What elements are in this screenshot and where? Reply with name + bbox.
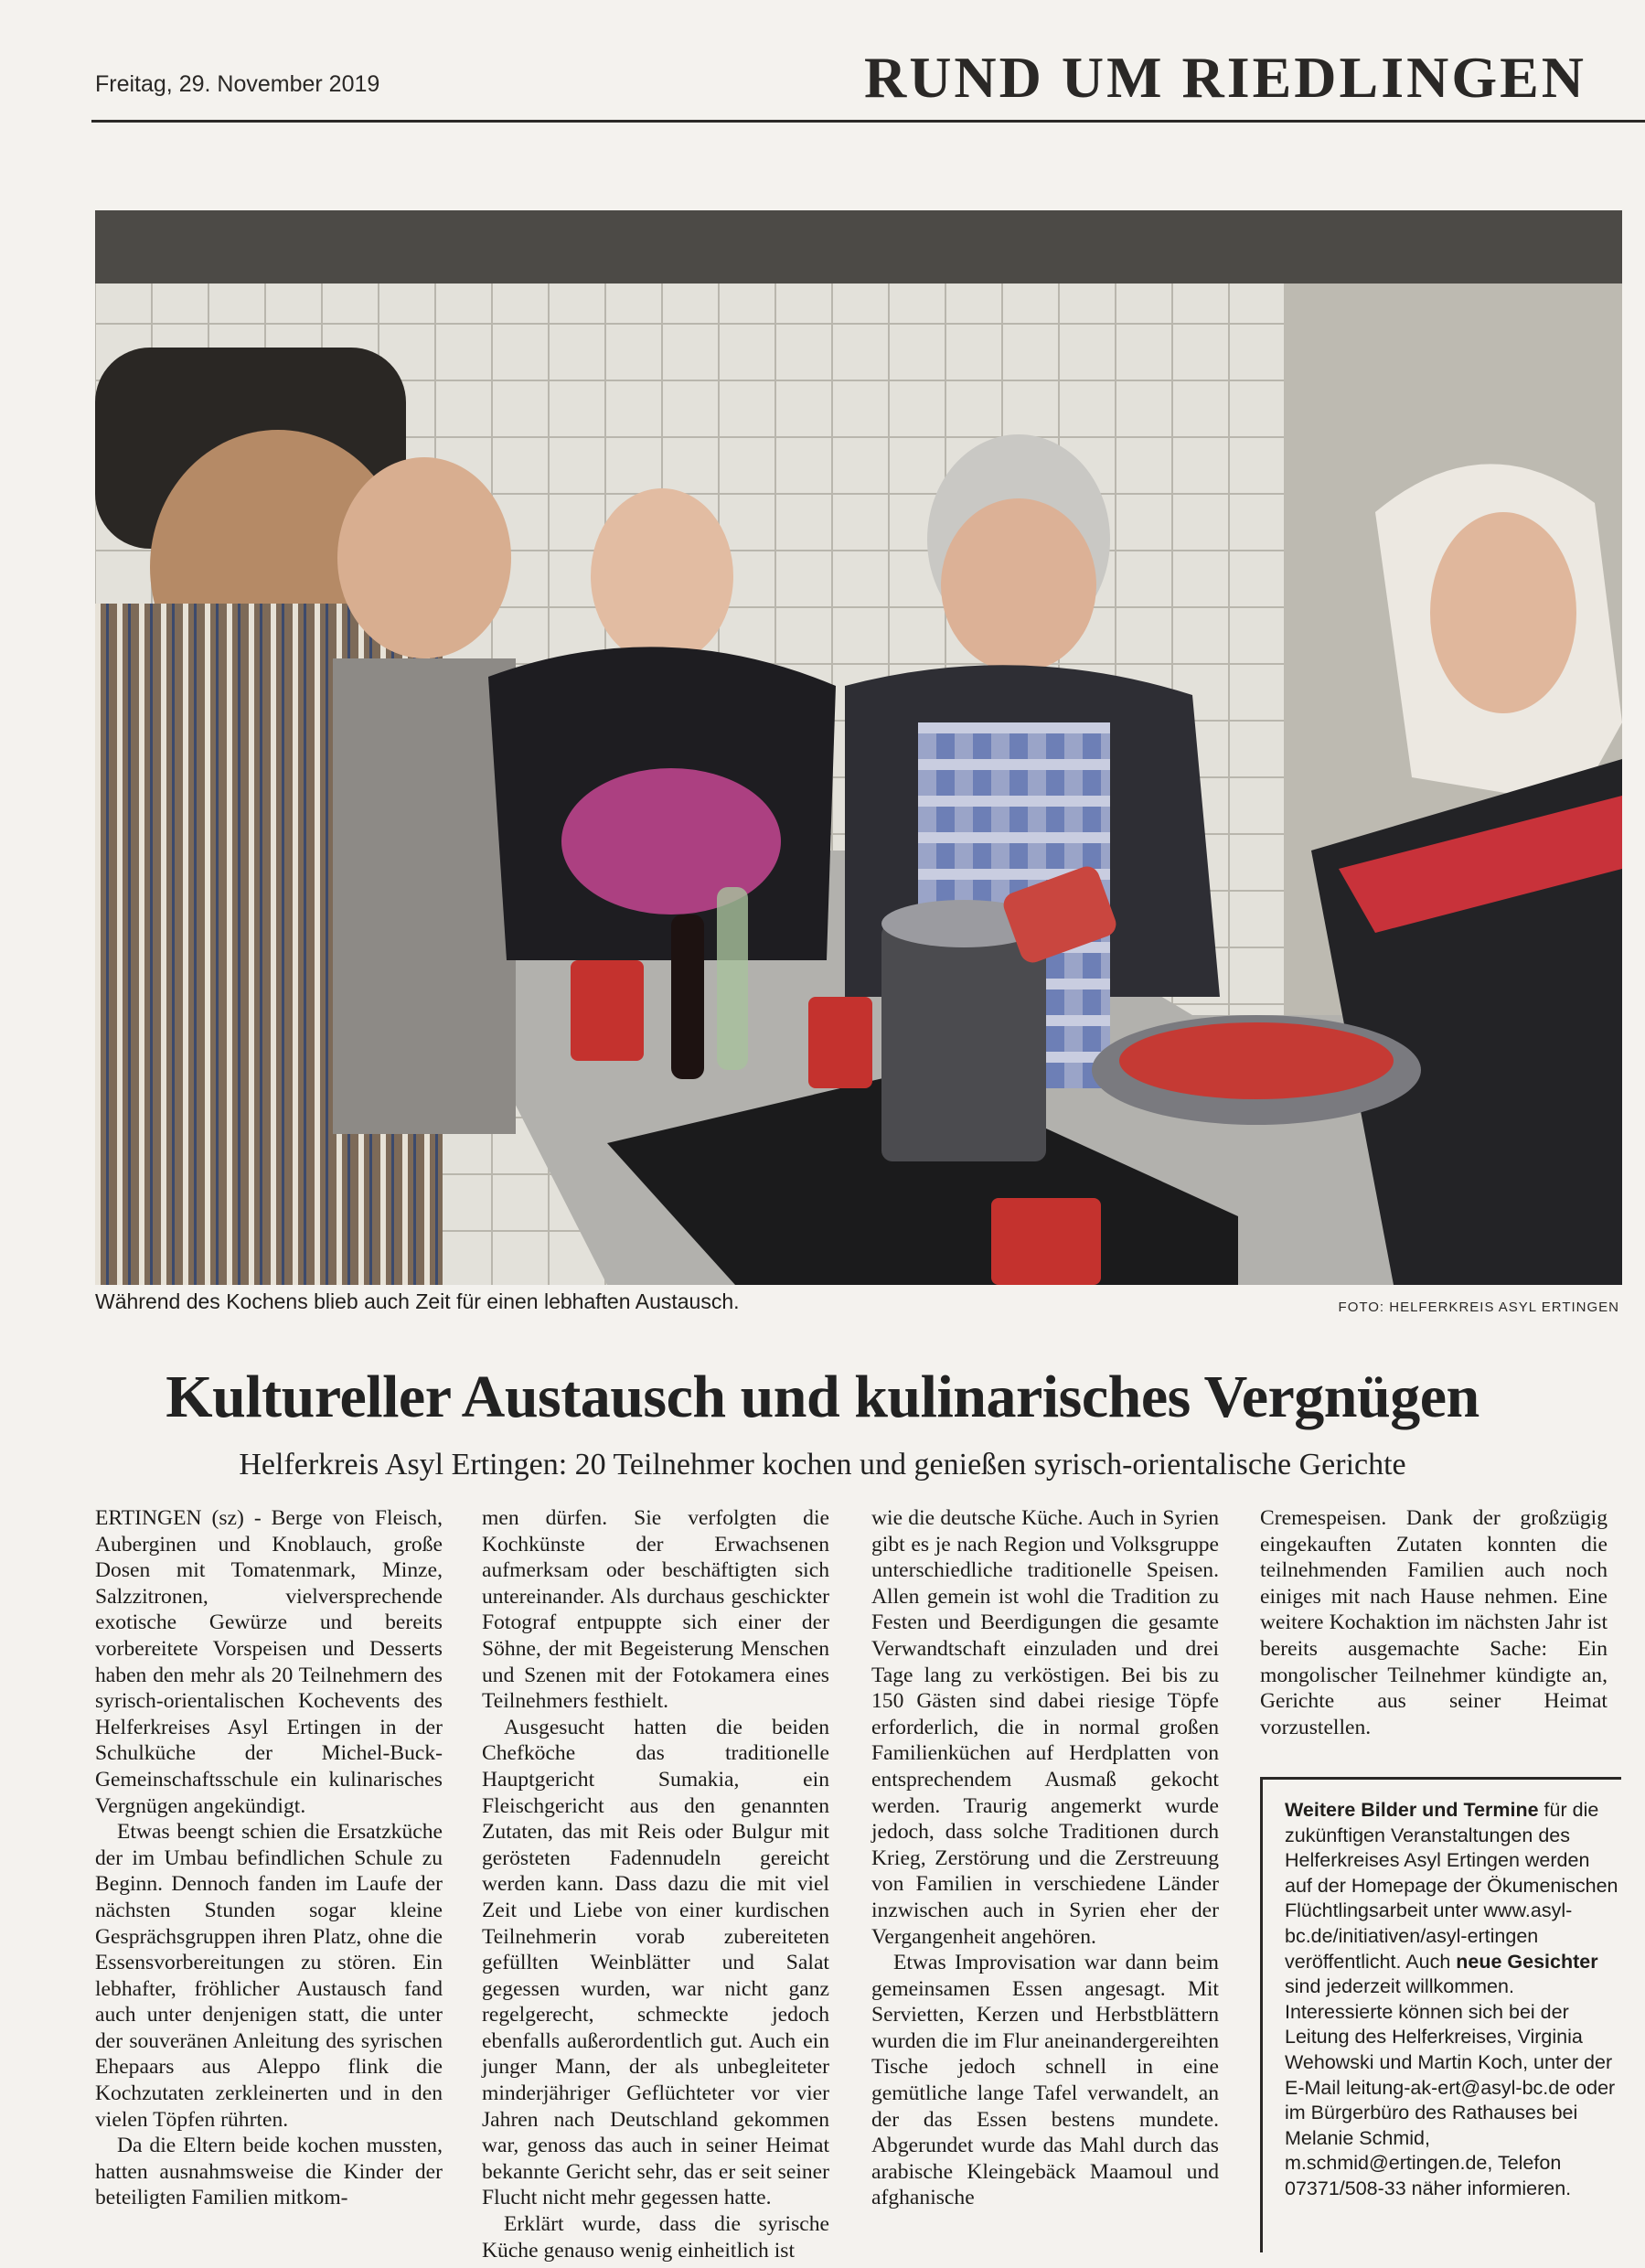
article-paragraph: wie die deutsche Küche. Auch in Syrien gibt es je nach Region und Volksgruppe unterschiedliche traditionelle Speisen. Allen gemein ist wohl die Tradition zu Festen und Beerdigungen die gesamte Verwandtschaft einzuladen und drei Tage lang zu verköstigen. Bei bis zu 150 Gästen sind dabei riesige Töpfe erforderlich, die in normal großen Familienküchen auf Herdplatten von entsprechendem Ausmaß gekocht werden. Traurig angemerkt wurde jedoch, dass solche Traditionen durch Krieg, Zerstörung und die Zerstreuung von Familien in verschiedene Länder inzwischen auch in Syrien eher der Vergangenheit angehören.	[871, 1506, 1219, 1949]
article-paragraph: ERTINGEN (sz) - Berge von Fleisch, Auberginen und Knoblauch, große Dosen mit Tomatenmark, Minze, Salzzitronen, vielversprechende exotische Gewürze und bereits vorbereitete Vorspeisen und Desserts haben den mehr als 20 Teilnehmern des syrisch-orientalischen Kochevents des Helferkreises Asyl Ertingen in der Schulküche der Michel-Buck-Gemeinschaftsschule ein kulinarisches Vergnügen angekündigt.	[95, 1506, 443, 1818]
article-paragraph: Etwas Improvisation war dann beim gemeinsamen Essen angesagt. Mit Servietten, Kerzen und Herbstblättern wurden die im Flur aneinandergereihten Tische jedoch schnell in eine gemütliche lange Tafel verwandelt, an der das Essen bestens mundete. Abgerundet wurde das Mahl durch das arabische Kleingebäck Maamoul und afghanische	[871, 1951, 1219, 2210]
article-column-1	[95, 1505, 443, 2211]
kitchen-photo-illustration	[95, 210, 1622, 1285]
info-box-text: sind jederzeit willkommen. Interessierte können sich bei der Leitung des Helferkreises, Virginia Wehowski und Martin Koch, unter der E-Mail leitung-ak-ert@asyl-bc.de oder im Bürgerbüro des Rathauses bei Melanie Schmid, m.schmid@ertingen.de, Telefon 07371/508-33 näher informieren.	[1285, 1975, 1616, 2199]
article-paragraph: Da die Eltern beide kochen mussten, hatten ausnahmsweise die Kinder der beteiligten Familien mitkom-	[95, 2134, 443, 2210]
issue-date: Freitag, 29. November 2019	[95, 71, 380, 97]
article-paragraph: Erklärt wurde, dass die syrische Küche genauso wenig einheitlich ist	[482, 2212, 829, 2263]
article-paragraph: men dürfen. Sie verfolgten die Kochkünste der Erwachsenen aufmerksam oder beschäftigten sich untereinander. Als durchaus geschickter Fotograf entpuppte sich einer der Söhne, der mit Begeisterung Menschen und Szenen mit der Fotokamera eines Teilnehmers festhielt.	[482, 1506, 829, 1714]
article-paragraph: Etwas beengt schien die Ersatzküche der im Umbau befindlichen Schule zu Beginn. Dennoch fanden im Laufe der nächsten Stunden sogar kleine Gesprächsgruppen ihren Platz, ohne die Essensvorbereitungen zu stören. Ein lebhafter, fröhlicher Austausch fand auch unter denjenigen statt, die unter der souveränen Anleitung des syrischen Ehepaars aus Aleppo flink die Kochzutaten zerkleinerten und in den vielen Töpfen rührten.	[95, 1820, 443, 2132]
article-photo	[95, 210, 1622, 1285]
info-box-text: für die zukünftigen Veranstaltungen des Helferkreises Asyl Ertingen werden auf der Homepage der Ökumenischen Flüchtlingsarbeit unter www.asyl-bc.de/initiativen/asyl-ertingen veröffentlicht. Auch	[1285, 1799, 1618, 1973]
photo-credit: FOTO: HELFERKREIS ASYL ERTINGEN	[1338, 1300, 1619, 1315]
article-paragraph: Cremespeisen. Dank der großzügig eingekauften Zutaten konnten die teilnehmenden Familien auch noch einiges mit nach Hause nehmen. Eine weitere Kochaktion im nächsten Jahr ist bereits ausgemachte Sache: Ein mongolischer Teilnehmer kündigte an, Gerichte aus seiner Heimat vorzustellen.	[1260, 1506, 1608, 1739]
article-paragraph: Ausgesucht hatten die beiden Chefköche das traditionelle Hauptgericht Sumakia, ein Fleischgericht aus den genannten Zutaten, das mit Reis oder Bulgur mit gerösteten Fadennudeln gereicht werden kann. Dass dazu die mit viel Zeit und Liebe von einer kurdischen Teilnehmerin vorab zubereiteten gefüllten Weinblätter und Salat gegessen wurden, war nicht ganz regelgerecht, schmeckte jedoch ebenfalls außerordentlich gut. Auch ein junger Mann, der als unbegleiteter minderjähriger Geflüchteter vor vier Jahren nach Deutschland gekommen war, genoss das auch in seiner Heimat bekannte Gericht sehr, das er seit seiner Flucht nicht mehr gegessen hatte.	[482, 1715, 829, 2210]
article-headline: Kultureller Austausch und kulinarisches Vergnügen	[166, 1364, 1479, 1430]
article-column-2	[482, 1505, 829, 2263]
article-subheadline: Helferkreis Asyl Ertingen: 20 Teilnehmer kochen und genießen syrisch-orientalische Gerichte	[239, 1448, 1406, 1482]
article-column-3	[871, 1505, 1219, 2211]
info-box-lead: Weitere Bilder und Termine	[1285, 1799, 1539, 1821]
article-column-4	[1260, 1505, 1608, 1740]
photo-caption: Während des Kochens blieb auch Zeit für einen lebhaften Austausch.	[95, 1289, 740, 1313]
section-title: RUND UM RIEDLINGEN	[863, 45, 1586, 110]
info-box-highlight: neue Gesichter	[1456, 1950, 1598, 1973]
info-box	[1260, 1777, 1621, 2252]
header-rule	[91, 120, 1645, 123]
